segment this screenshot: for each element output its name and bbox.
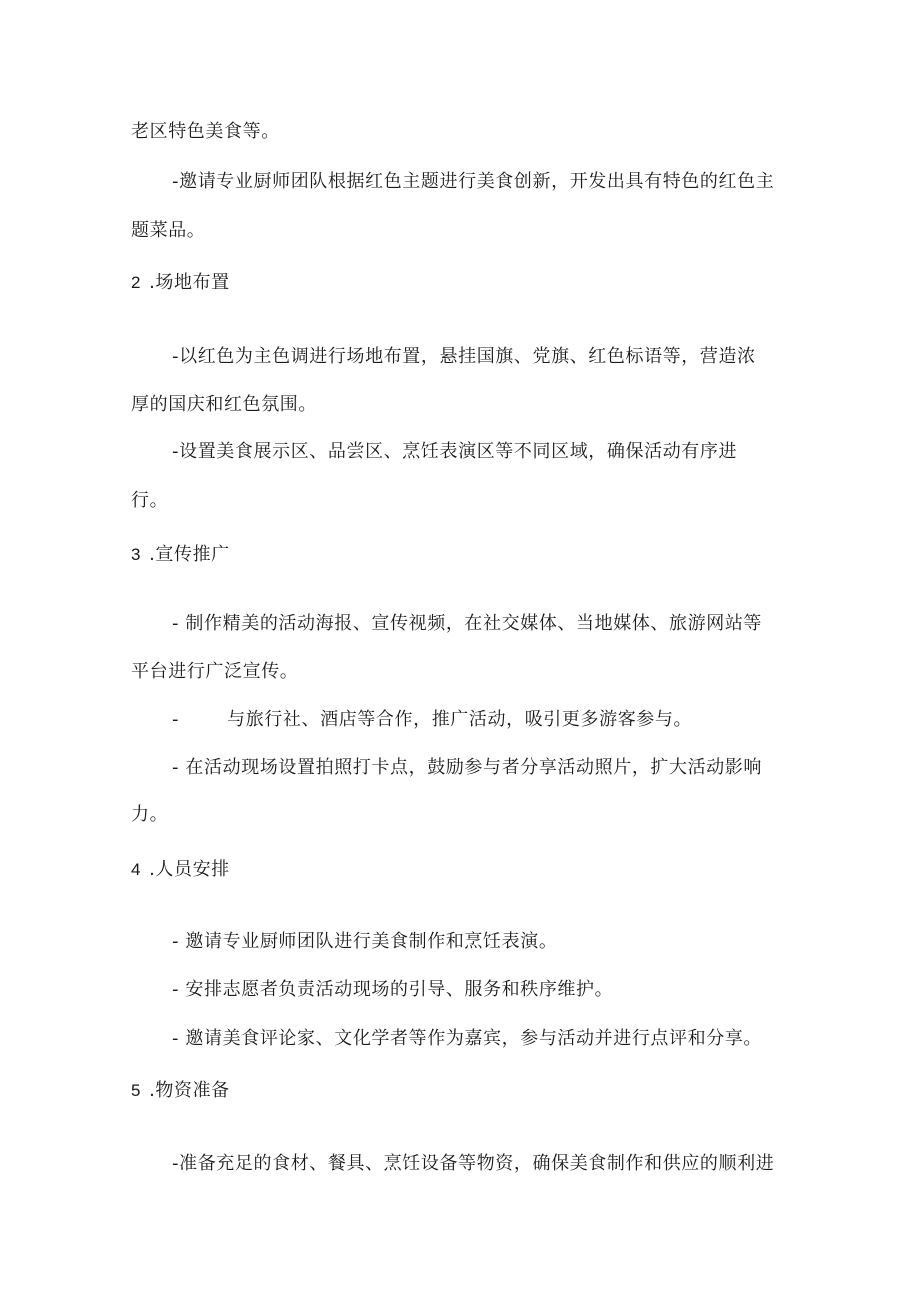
paragraph-line: 平台进行广泛宣传。 <box>131 661 299 682</box>
paragraph-line: 力。 <box>131 804 169 825</box>
list-dash: - <box>172 709 180 730</box>
section-title: .人员安排 <box>149 859 230 880</box>
paragraph-line: -设置美食展示区、品尝区、烹饪表演区等不同区域，确保活动有序进 <box>172 441 738 462</box>
paragraph-line: - 邀请美食评论家、文化学者等作为嘉宾，参与活动并进行点评和分享。 <box>172 1028 763 1049</box>
paragraph-line: - 邀请专业厨师团队进行美食制作和烹饪表演。 <box>172 931 558 952</box>
paragraph-line: - 在活动现场设置拍照打卡点，鼓励参与者分享活动照片，扩大活动影响 <box>172 757 763 778</box>
paragraph-line: 题菜品。 <box>131 220 206 241</box>
section-title: .物资准备 <box>149 1080 230 1101</box>
section-title: .宣传推广 <box>149 544 230 565</box>
section-number: 4 <box>131 860 142 879</box>
section-title: .场地布置 <box>149 272 230 293</box>
paragraph-line: 厚的国庆和红色氛围。 <box>131 394 317 415</box>
section-number: 5 <box>131 1081 142 1100</box>
paragraph-line: 行。 <box>131 490 169 511</box>
section-number: 3 <box>131 545 142 564</box>
paragraph-line: -邀请专业厨师团队根据红色主题进行美食创新，开发出具有特色的红色主 <box>172 171 775 192</box>
paragraph-line: -准备充足的食材、餐具、烹饪设备等物资，确保美食制作和供应的顺利进 <box>172 1153 775 1174</box>
section-heading-4 <box>131 858 230 882</box>
list-text: 与旅行社、酒店等合作，推广活动，吸引更多游客参与。 <box>227 709 693 730</box>
paragraph-line: - 安排志愿者负责活动现场的引导、服务和秩序维护。 <box>172 979 614 1000</box>
section-heading-5 <box>131 1079 230 1103</box>
section-number: 2 <box>131 273 142 292</box>
section-heading-2 <box>131 271 230 295</box>
paragraph-line <box>172 708 692 732</box>
paragraph-line: 老区特色美食等。 <box>131 121 280 142</box>
section-heading-3 <box>131 543 230 567</box>
paragraph-line: -以红色为主色调进行场地布置，悬挂国旗、党旗、红色标语等，营造浓 <box>172 346 756 367</box>
paragraph-line: - 制作精美的活动海报、宣传视频，在社交媒体、当地媒体、旅游网站等 <box>172 613 763 634</box>
